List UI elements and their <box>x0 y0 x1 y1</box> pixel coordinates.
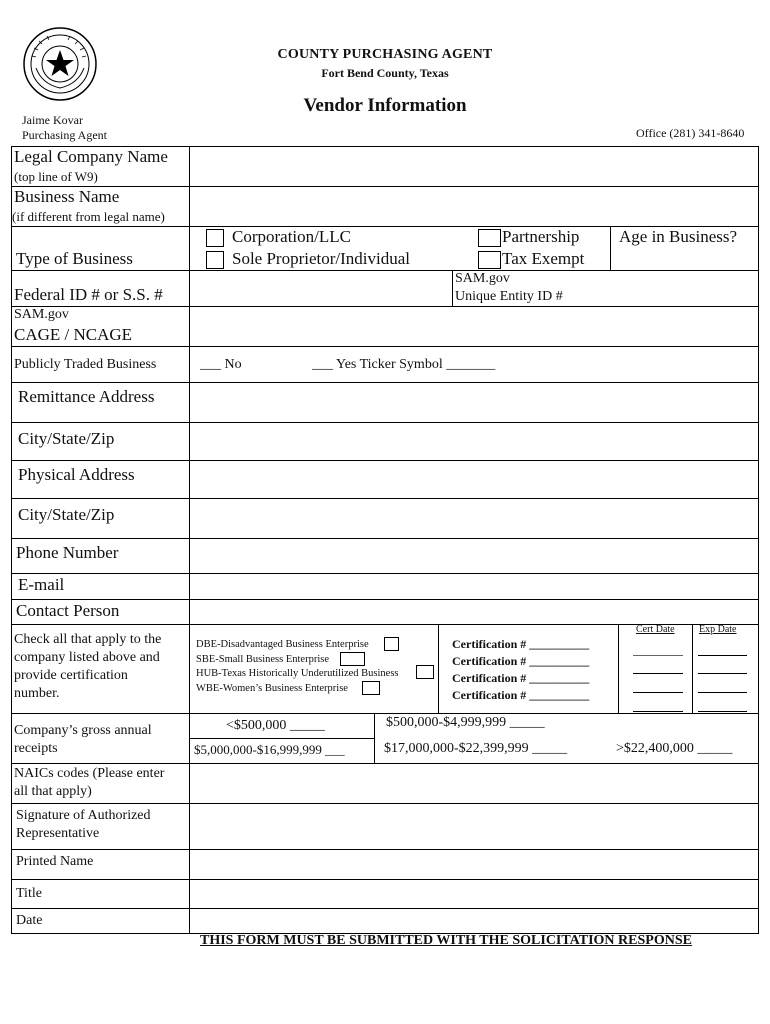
header-subtitle: Fort Bend County, Texas <box>321 66 449 80</box>
title-field[interactable] <box>190 880 758 908</box>
row-cage <box>11 306 759 346</box>
form-title: Vendor Information <box>303 95 467 116</box>
phone-number-label: Phone Number <box>16 543 119 562</box>
row-physical-address <box>11 460 759 498</box>
naics-field[interactable] <box>190 764 758 803</box>
printed-name-field[interactable] <box>190 850 758 879</box>
row-contact-person <box>11 599 759 624</box>
row-federal-id <box>11 270 759 306</box>
row-gross-receipts <box>11 713 759 763</box>
office-phone: Office (281) 341-8640 <box>636 126 745 140</box>
certification-number-list <box>452 636 589 704</box>
dbe-checkbox[interactable] <box>384 637 399 651</box>
signature-label: Signature of Authorized Representative <box>16 808 151 841</box>
physical-address-label: Physical Address <box>18 465 135 484</box>
remittance-address-label: Remittance Address <box>18 387 155 406</box>
tax-exempt-checkbox[interactable] <box>478 251 501 269</box>
receipts-under-500k[interactable]: <$500,000 _____ <box>226 718 325 733</box>
cert-date-line-1[interactable] <box>633 655 683 656</box>
agent-role: Purchasing Agent <box>22 128 107 142</box>
corporation-checkbox[interactable] <box>206 229 224 247</box>
row-printed-name <box>11 849 759 879</box>
publicly-traded-yes-ticker[interactable]: ___ Yes Ticker Symbol _______ <box>312 357 496 372</box>
tax-exempt-label: Tax Exempt <box>502 249 585 268</box>
cert-date-line-2[interactable] <box>633 673 683 674</box>
cert-date-line-4[interactable] <box>633 711 683 712</box>
row-city-state-zip-1 <box>11 422 759 460</box>
hub-checkbox[interactable] <box>416 665 434 679</box>
date-label: Date <box>16 913 43 928</box>
business-name-note: (if different from legal name) <box>12 209 165 224</box>
agent-name: Jaime Kovar <box>22 113 83 127</box>
corporation-label: Corporation/LLC <box>232 227 351 246</box>
exp-date-line-2[interactable] <box>698 673 747 674</box>
publicly-traded-label: Publicly Traded Business <box>14 357 157 372</box>
sbe-label: SBE-Small Business Enterprise <box>196 653 329 665</box>
printed-name-label: Printed Name <box>16 854 94 869</box>
certification-number-2[interactable]: Certification # __________ <box>452 654 590 668</box>
row-publicly-traded <box>11 346 759 382</box>
certification-instructions: Check all that apply to the company listed above and provide certification number. <box>14 632 162 701</box>
city-state-zip-label-1: City/State/Zip <box>18 429 115 448</box>
row-remittance-address <box>11 382 759 422</box>
business-name-label: Business Name <box>14 187 120 206</box>
type-label: Type of Business <box>16 249 133 268</box>
header-title: COUNTY PURCHASING AGENT <box>277 47 493 62</box>
row-legal-name <box>11 146 759 186</box>
cage-field[interactable] <box>190 307 758 346</box>
receipts-over-22m[interactable]: >$22,400,000 _____ <box>616 741 733 756</box>
legal-name-field[interactable] <box>190 147 758 186</box>
cage-sam-label: SAM.gov <box>14 307 69 322</box>
phone-number-field[interactable] <box>190 539 758 573</box>
vendor-form-table <box>11 146 759 934</box>
row-signature <box>11 803 759 849</box>
unique-entity-id-field[interactable] <box>453 271 758 306</box>
exp-date-line-3[interactable] <box>698 692 747 693</box>
signature-field[interactable] <box>190 804 758 849</box>
remittance-address-field[interactable] <box>190 383 758 422</box>
partnership-label: Partnership <box>502 227 580 246</box>
row-date <box>11 908 759 934</box>
city-state-zip-field-1[interactable] <box>190 423 758 460</box>
certification-number-4[interactable]: Certification # __________ <box>452 688 590 702</box>
email-field[interactable] <box>190 574 758 599</box>
submission-notice: THIS FORM MUST BE SUBMITTED WITH THE SOLICITATION RESPONSE <box>200 933 692 948</box>
agent-block <box>22 113 107 143</box>
row-title <box>11 879 759 908</box>
receipts-500k-5m[interactable]: $500,000-$4,999,999 _____ <box>386 715 545 730</box>
publicly-traded-no[interactable]: ___ No <box>200 357 242 372</box>
sole-proprietor-checkbox[interactable] <box>206 251 224 269</box>
age-in-business-label: Age in Business? <box>619 227 738 246</box>
receipts-5m-17m[interactable]: $5,000,000-$16,999,999 ___ <box>194 742 345 757</box>
contact-person-label: Contact Person <box>16 601 120 620</box>
exp-date-line-4[interactable] <box>698 711 747 712</box>
legal-name-label: Legal Company Name <box>14 147 168 166</box>
gross-receipts-label: Company’s gross annual receipts <box>14 723 152 756</box>
wbe-checkbox[interactable] <box>362 681 380 695</box>
row-email <box>11 573 759 599</box>
wbe-label: WBE-Women’s Business Enterprise <box>196 682 348 694</box>
certification-number-1[interactable]: Certification # __________ <box>452 637 590 651</box>
exp-date-header: Exp Date <box>699 624 737 635</box>
texas-seal-logo <box>22 26 98 102</box>
cage-label: CAGE / NCAGE <box>14 325 133 344</box>
city-state-zip-field-2[interactable] <box>190 499 758 538</box>
email-label: E-mail <box>18 575 65 594</box>
partnership-checkbox[interactable] <box>478 229 501 247</box>
receipts-17m-22m[interactable]: $17,000,000-$22,399,999 _____ <box>384 741 568 756</box>
cert-date-header: Cert Date <box>636 624 675 635</box>
dbe-label: DBE-Disadvantaged Business Enterprise <box>196 639 369 650</box>
row-type-of-business <box>11 226 759 270</box>
row-city-state-zip-2 <box>11 498 759 538</box>
unique-entity-id-label: Unique Entity ID # <box>455 289 563 304</box>
federal-id-label: Federal ID # or S.S. # <box>14 285 163 304</box>
naics-label: NAICs codes (Please enter all that apply) <box>14 766 165 799</box>
sbe-checkbox[interactable] <box>340 652 365 666</box>
city-state-zip-label-2: City/State/Zip <box>18 505 115 524</box>
physical-address-field[interactable] <box>190 461 758 498</box>
business-name-field[interactable] <box>190 187 758 226</box>
title-label: Title <box>16 886 42 901</box>
hub-label: HUB-Texas Historically Underutilized Business <box>196 668 399 679</box>
row-certifications <box>11 624 759 713</box>
certification-number-3[interactable]: Certification # __________ <box>452 671 590 685</box>
sole-proprietor-label: Sole Proprietor/Individual <box>232 249 411 268</box>
federal-id-field[interactable] <box>190 271 452 306</box>
exp-date-line-1[interactable] <box>698 655 747 656</box>
row-phone-number <box>11 538 759 573</box>
row-business-name <box>11 186 759 226</box>
sam-gov-label: SAM.gov <box>455 271 510 286</box>
date-field[interactable] <box>190 909 758 933</box>
contact-person-field[interactable] <box>190 600 758 624</box>
legal-name-note: (top line of W9) <box>14 169 98 184</box>
cert-date-line-3[interactable] <box>633 692 683 693</box>
row-naics <box>11 763 759 803</box>
